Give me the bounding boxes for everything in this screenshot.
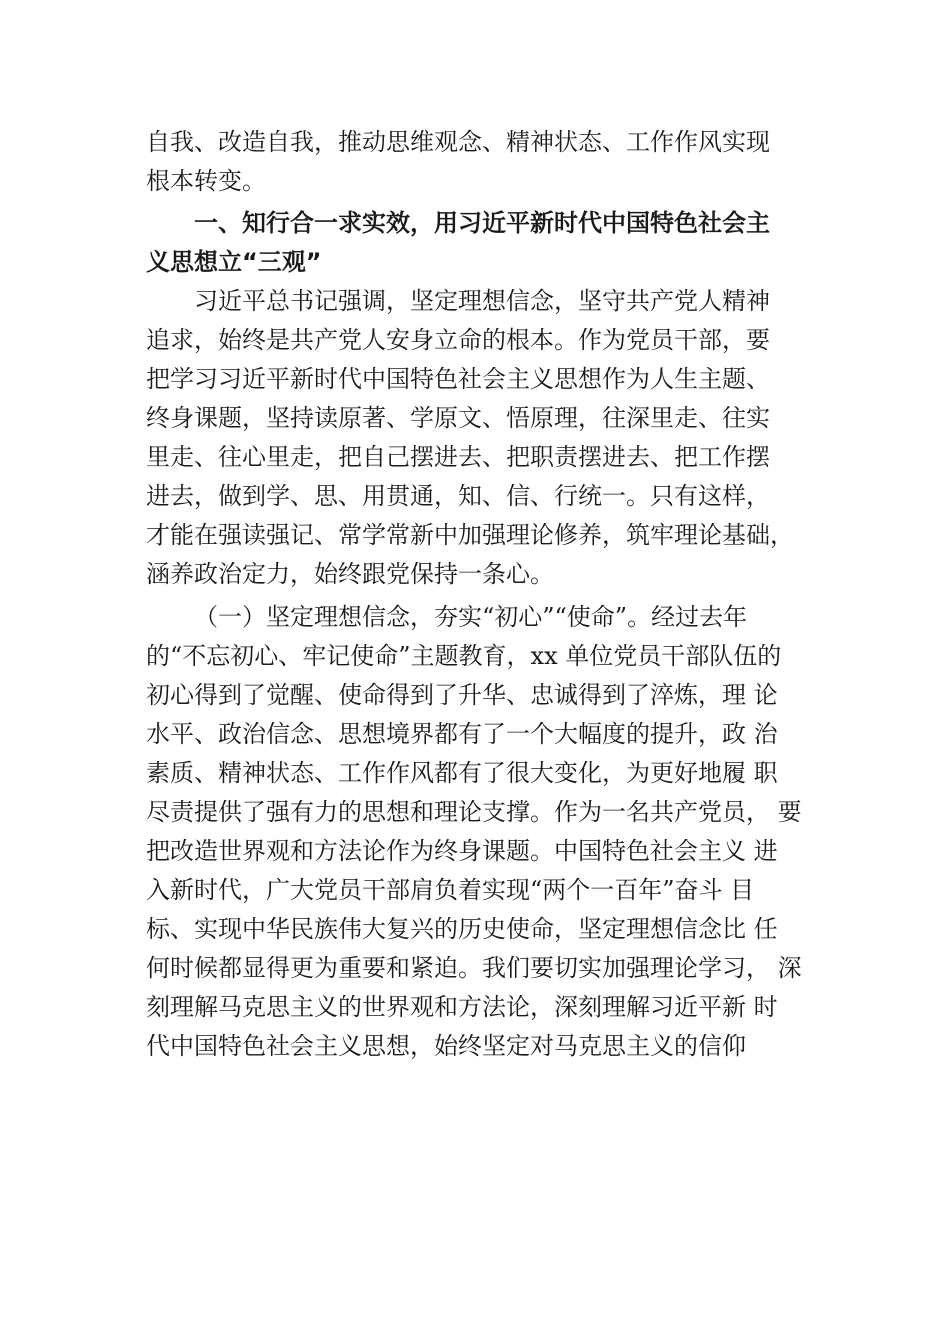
body-text-line: 代中国特色社会主义思想，始终坚定对马克思主义的信仰 <box>146 1032 746 1060</box>
body-text-line: 的“不忘初心、牢记使命”主题教育，xx 单位党员干部队伍的 <box>146 642 782 670</box>
body-text-line: 何时候都显得更为重要和紧迫。我们要切实加强理论学习， 深 <box>146 954 802 982</box>
body-text-line: 追求，始终是共产党人安身立命的根本。作为党员干部，要 <box>146 326 770 354</box>
body-text-line: 才能在强读强记、常学常新中加强理论修养，筑牢理论基础， <box>146 521 794 549</box>
body-text-line: 刻理解马克思主义的世界观和方法论，深刻理解习近平新 时 <box>146 993 778 1021</box>
body-text-line: 自我、改造自我，推动思维观念、精神状态、工作作风实现 <box>146 128 770 156</box>
body-text-line: 终身课题，坚持读原著、学原文、悟原理，往深里走、往实 <box>146 404 770 432</box>
subsection-line: （一）坚定理想信念，夯实“初心”“使命”。经过去年 <box>194 603 748 631</box>
body-text-line: 入新时代，广大党员干部肩负着实现“两个一百年”奋斗 目 <box>146 876 755 904</box>
body-text-line: 素质、精神状态、工作作风都有了很大变化，为更好地履 职 <box>146 759 778 787</box>
section-heading: 义思想立“三观” <box>146 248 322 276</box>
section-heading: 一、知行合一求实效，用习近平新时代中国特色社会主 <box>194 209 770 237</box>
body-text-line: 尽责提供了强有力的思想和理论支撑。作为一名共产党员， 要 <box>146 798 802 826</box>
body-text-line: 把改造世界观和方法论作为终身课题。中国特色社会主义 进 <box>146 837 778 865</box>
body-text-line: 把学习习近平新时代中国特色社会主义思想作为人生主题、 <box>146 365 770 393</box>
body-text-line: 涵养政治定力，始终跟党保持一条心。 <box>146 560 554 588</box>
body-text-line: 水平、政治信念、思想境界都有了一个大幅度的提升，政 治 <box>146 720 778 748</box>
body-text-line: 初心得到了觉醒、使命得到了升华、忠诚得到了淬炼，理 论 <box>146 681 778 709</box>
body-text-line: 标、实现中华民族伟大复兴的历史使命，坚定理想信念比 任 <box>146 915 778 943</box>
body-text-line: 进去，做到学、思、用贯通，知、信、行统一。只有这样， <box>146 482 770 510</box>
body-text-line: 习近平总书记强调，坚定理想信念，坚守共产党人精神 <box>194 287 770 315</box>
body-text-line: 里走、往心里走，把自己摆进去、把职责摆进去、把工作摆 <box>146 443 770 471</box>
body-text-line: 根本转变。 <box>146 167 266 195</box>
